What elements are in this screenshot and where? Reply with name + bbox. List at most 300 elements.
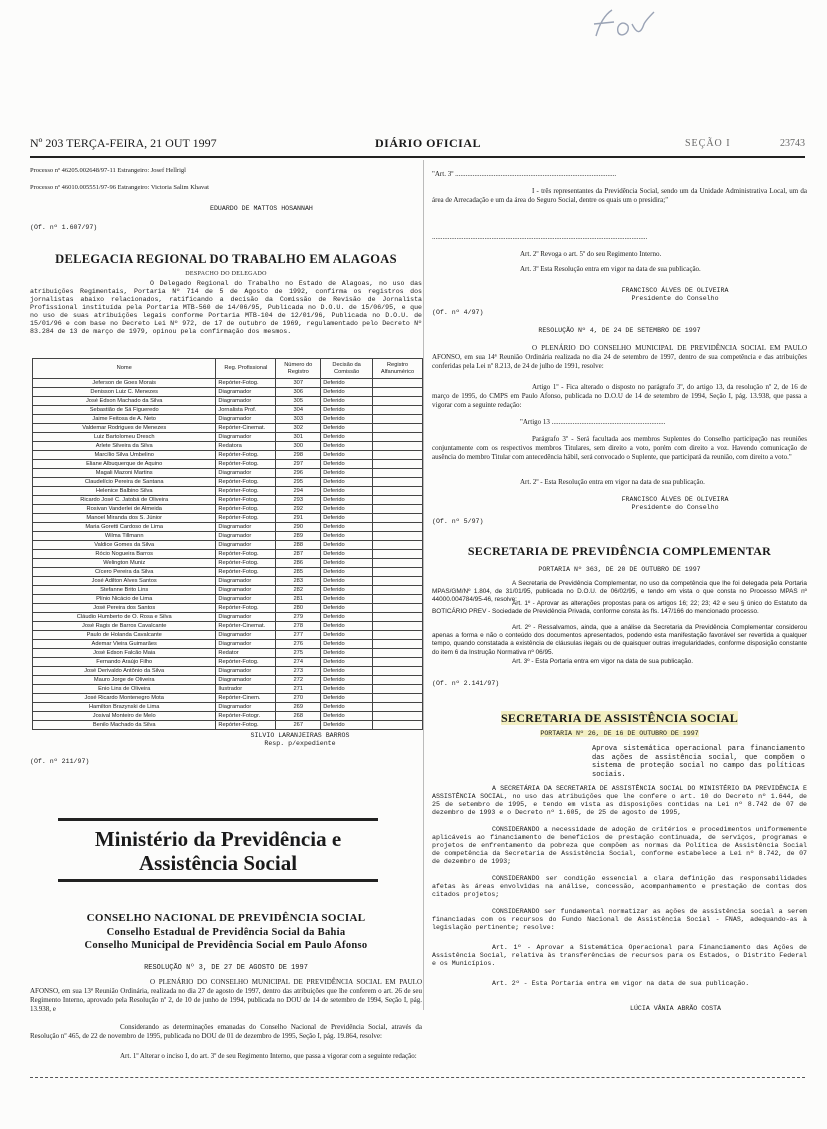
cell-reg: Diagramador [216, 586, 276, 595]
cell-alfanumerico [373, 451, 423, 460]
portaria-26-paragraph: CONSIDERANDO a necessidade de adoção de critérios e procedimentos uniformemente aplicáveis ao financiamento de benefícios de prestação continuada, de serviços, programas e projetos de enfrentamento da pobreza que compõem as normas da Política de Assistência Social de competência da Secretaria de Assistência Social, conforme estabelece a Lei nº 8.742, de 07 de dezembro de 1993; [432, 826, 807, 865]
cell-reg: Repórter-Fotog. [216, 568, 276, 577]
portaria-26-title [432, 730, 807, 738]
page-number: 23743 [780, 138, 805, 149]
col-header-reg: Reg. Profissional [216, 359, 276, 379]
cell-decisao: Deferido [321, 622, 373, 631]
journalist-table-body [33, 379, 423, 730]
cell-reg: Repórter-Cinemat. [216, 622, 276, 631]
cell-alfanumerico [373, 541, 423, 550]
cell-nome: José Edson Falcão Maia [33, 649, 216, 658]
cell-reg: Ilustrador [216, 685, 276, 694]
cell-nome: Luiz Bartolomeu Dresch [33, 433, 216, 442]
cell-reg: Diagramador [216, 541, 276, 550]
table-row [33, 523, 423, 532]
signature-role: Resp. p/expediente [264, 740, 336, 747]
cell-decisao: Deferido [321, 649, 373, 658]
process-line: Processo nº 46010.005551/97-96 Estrangeiro: Victoria Salim Khavat [30, 184, 209, 191]
cell-decisao: Deferido [321, 424, 373, 433]
cell-reg: Repórter-Fotog. [216, 604, 276, 613]
cell-decisao: Deferido [321, 658, 373, 667]
cell-reg: Diagramador [216, 640, 276, 649]
resolution-4-paragraph: Parágrafo 3º - Será facultada aos membros Suplentes do Conselho participação nas reuniões conjuntamente com os respectivos membros Titulares, sem direito a voto, porém com direito a voz. Havendo comunicação de ausência do membro Titular com antecedência hábil, será convocado o Suplente, que participará da reunião, com direito a voto." [432, 435, 807, 461]
cell-reg: Diagramador [216, 523, 276, 532]
table-row [33, 577, 423, 586]
cell-decisao: Deferido [321, 460, 373, 469]
cell-numero: 285 [276, 568, 321, 577]
section-label: SEÇÃO I [685, 138, 731, 149]
subsection-title-ba: Conselho Estadual de Previdência Social da Bahia [106, 927, 346, 938]
table-row [33, 649, 423, 658]
cell-numero: 270 [276, 694, 321, 703]
cell-nome: José Pereira dos Santos [33, 604, 216, 613]
cell-alfanumerico [373, 631, 423, 640]
cell-nome: José Ragis de Barros Cavalcante [33, 622, 216, 631]
cell-reg: Jornalista Prof. [216, 406, 276, 415]
cell-alfanumerico [373, 604, 423, 613]
cell-decisao: Deferido [321, 640, 373, 649]
subsection-title-paulo-afonso: Conselho Municipal de Previdência Social em Paulo Afonso [84, 940, 368, 951]
portaria-26-paragraph: A SECRETÁRIA DA SECRETARIA DE ASSISTÊNCIA SOCIAL DO MINISTÉRIO DA PREVIDÊNCIA E ASSISTÊNCIA SOCIAL, no uso das atribuições que lhe confere o art. 10 do Decreto nº 1.644, de 25 de setembro de 1995, e tendo em vista as disposições contidas na Lei nº 8.742 de 07 de dezembro de 1993 e o Decreto nº 1.605, de 25 de agosto de 1995, [432, 785, 807, 816]
cell-alfanumerico [373, 622, 423, 631]
cell-numero: 282 [276, 586, 321, 595]
page-cut-line [30, 1077, 805, 1078]
resolution-3-paragraph: Considerando as determinações emanadas do Conselho Nacional de Previdência Social, através da Resolução nº 465, de 22 de novembro de 1995, publicada no DOU de 01 de dezembro de 1995, Seção I, pág. 19.864, resolve: [30, 1023, 422, 1040]
cell-alfanumerico [373, 397, 423, 406]
cell-reg: Repórter-Cinemat. [216, 424, 276, 433]
cell-reg: Repórter-Fotog. [216, 658, 276, 667]
table-header-row [33, 359, 423, 379]
cell-alfanumerico [373, 559, 423, 568]
cell-decisao: Deferido [321, 685, 373, 694]
column-divider [423, 160, 424, 1010]
cell-decisao: Deferido [321, 514, 373, 523]
table-row [33, 433, 423, 442]
cell-reg: Diagramador [216, 703, 276, 712]
cell-reg: Repórter-Fotog. [216, 721, 276, 730]
cell-alfanumerico [373, 685, 423, 694]
signature-hosannah: EDUARDO DE MATTOS HOSANNAH [210, 205, 313, 212]
portaria-363-art3: Art. 3º - Esta Portaria entra em vigor na data de sua publicação. [512, 658, 694, 665]
resolution-4-title: RESOLUÇÃO Nº 4, DE 24 DE SETEMBRO DE 1997 [538, 327, 701, 334]
cell-numero: 280 [276, 604, 321, 613]
section-title-delegacia: DELEGACIA REGIONAL DO TRABALHO EM ALAGOAS [55, 252, 397, 266]
cell-alfanumerico [373, 613, 423, 622]
cell-nome: José Ricardo Montenegro Mota [33, 694, 216, 703]
handwritten-annotation [590, 2, 660, 50]
cell-nome: Ricardo José C. Jatobá de Oliveira [33, 496, 216, 505]
cell-nome: Rócio Nogueira Barros [33, 550, 216, 559]
signature-oliveira-2 [560, 496, 790, 512]
ministry-title-line: Ministério da Previdência e [94, 827, 342, 851]
table-row [33, 694, 423, 703]
cell-alfanumerico [373, 388, 423, 397]
cell-alfanumerico [373, 667, 423, 676]
portaria-26-title-text: PORTARIA Nº 26, DE 16 DE OUTUBRO DE 1997 [540, 730, 699, 737]
cell-reg: Repórter-Fotog. [216, 496, 276, 505]
table-row [33, 595, 423, 604]
ministry-title-line: Assistência Social [138, 851, 298, 875]
issue-date: Nº 203 TERÇA-FEIRA, 21 OUT 1997 [30, 136, 217, 150]
cell-decisao: Deferido [321, 379, 373, 388]
cell-decisao: Deferido [321, 496, 373, 505]
col-header-numero: Número do Registro [276, 359, 321, 379]
cell-nome: José Adilton Alves Santos [33, 577, 216, 586]
portaria-26-paragraph: Art. 1º - Aprovar a Sistemática Operacional para Financiamento das Ações de Assistência Social, relativa às transferências de recursos para os Estados, o Distrito Federal e os Municípios. [432, 944, 807, 967]
cell-decisao: Deferido [321, 703, 373, 712]
portaria-26-ementa: Aprova sistemática operacional para financiamento das ações de assistência social, que compõem o sistema de proteção social no campo das políticas sociais. [592, 745, 805, 779]
resolution-3-title: RESOLUÇÃO Nº 3, DE 27 DE AGOSTO DE 1997 [144, 964, 308, 972]
cell-numero: 294 [276, 487, 321, 496]
office-reference: (Of. nº 1.607/97) [30, 224, 98, 231]
cell-decisao: Deferido [321, 532, 373, 541]
cell-alfanumerico [373, 550, 423, 559]
cell-numero: 298 [276, 451, 321, 460]
cell-nome: Magali Mazoni Martins [33, 469, 216, 478]
portaria-26-art2: Art. 2º - Esta Portaria entra em vigor na data de sua publicação. [492, 980, 750, 987]
journalist-table-wrapper [32, 358, 423, 730]
ministry-banner [58, 818, 378, 882]
cell-numero: 307 [276, 379, 321, 388]
cell-nome: Jeferson de Goes Morais [33, 379, 216, 388]
cell-numero: 277 [276, 631, 321, 640]
cell-nome: Welington Muniz [33, 559, 216, 568]
cell-reg: Diagramador [216, 667, 276, 676]
cell-numero: 268 [276, 712, 321, 721]
table-row [33, 478, 423, 487]
signature-role: Presidente do Conselho [631, 504, 719, 511]
table-row [33, 469, 423, 478]
art3b-text: Art. 3º Esta Resolução entra em vigor na data de sua publicação. [520, 265, 701, 273]
cell-numero: 281 [276, 595, 321, 604]
journal-title: DIÁRIO OFICIAL [375, 136, 482, 150]
cell-alfanumerico [373, 469, 423, 478]
journalist-table [32, 358, 423, 730]
cell-alfanumerico [373, 433, 423, 442]
inciso-text: I - três representantes da Previdência Social, sendo um da Unidade Administrativa Local, um da área de Arrecadação e um da área do Seguro Social, dentre os quais um o presidira;" [432, 187, 807, 204]
cell-alfanumerico [373, 424, 423, 433]
cell-nome: Cícero Pereira da Silva [33, 568, 216, 577]
table-row [33, 541, 423, 550]
table-row [33, 559, 423, 568]
cell-alfanumerico [373, 649, 423, 658]
cell-decisao: Deferido [321, 397, 373, 406]
cell-reg: Repórter-Cinem. [216, 694, 276, 703]
cell-nome: Plínio Nicácio de Lima [33, 595, 216, 604]
signature-costa: LÚCIA VÂNIA ABRÃO COSTA [630, 1005, 722, 1012]
cell-nome: Claudelício Pereira de Santana [33, 478, 216, 487]
cell-numero: 272 [276, 676, 321, 685]
cell-decisao: Deferido [321, 478, 373, 487]
cell-alfanumerico [373, 586, 423, 595]
cell-nome: Maria Goretti Cardoso de Lima [33, 523, 216, 532]
art2-text: Art. 2º Revoga o art. 5º do seu Regimento Interno. [520, 250, 662, 258]
cell-alfanumerico [373, 379, 423, 388]
cell-reg: Repórter-Fotog. [216, 514, 276, 523]
table-row [33, 424, 423, 433]
cell-decisao: Deferido [321, 406, 373, 415]
table-row [33, 388, 423, 397]
table-row [33, 550, 423, 559]
cell-numero: 286 [276, 559, 321, 568]
cell-alfanumerico [373, 505, 423, 514]
table-row [33, 721, 423, 730]
process-line: Processo nº 46205.002648/97-11 Estrangeiro: Josef Hellrigl [30, 167, 186, 174]
cell-numero: 291 [276, 514, 321, 523]
table-row [33, 685, 423, 694]
table-row [33, 487, 423, 496]
cell-numero: 306 [276, 388, 321, 397]
cell-nome: Jaime Feitosa de A. Neto [33, 415, 216, 424]
cell-alfanumerico [373, 406, 423, 415]
cell-alfanumerico [373, 577, 423, 586]
table-row [33, 406, 423, 415]
signature-name: FRANCISCO ÁLVES DE OLIVEIRA [621, 496, 729, 503]
cell-reg: Repórter-Fotog. [216, 550, 276, 559]
table-row [33, 622, 423, 631]
cell-decisao: Deferido [321, 568, 373, 577]
cell-nome: Paulo de Holanda Cavalcante [33, 631, 216, 640]
office-reference: (Of. nº 5/97) [432, 518, 484, 525]
table-row [33, 676, 423, 685]
cell-numero: 293 [276, 496, 321, 505]
cell-reg: Diagramador [216, 388, 276, 397]
cell-numero: 290 [276, 523, 321, 532]
cell-alfanumerico [373, 568, 423, 577]
table-row [33, 514, 423, 523]
cell-nome: Hamilton Brazynski de Lima [33, 703, 216, 712]
cell-numero: 289 [276, 532, 321, 541]
cell-decisao: Deferido [321, 613, 373, 622]
cell-decisao: Deferido [321, 712, 373, 721]
table-row [33, 613, 423, 622]
cell-numero: 283 [276, 577, 321, 586]
cell-numero: 267 [276, 721, 321, 730]
resolution-4-paragraph: Artigo 1º - Fica alterado o disposto no parágrafo 3º, do artigo 13, da resolução nº 2, de 16 de março de 1995, do CMPS em Paulo Afonso, publicada no D.O.U de 14 de setembro de 1994, Seção I, pág. 13.938, que passa a vigorar com a seguinte redação: [432, 383, 807, 409]
table-row [33, 451, 423, 460]
cell-alfanumerico [373, 721, 423, 730]
table-row [33, 703, 423, 712]
table-row [33, 712, 423, 721]
cell-decisao: Deferido [321, 487, 373, 496]
cell-reg: Diagramador [216, 532, 276, 541]
artigo13-quote: "Artigo 13 ................................................................. [520, 418, 666, 426]
col-header-decisao: Decisão da Comissão [321, 359, 373, 379]
cell-alfanumerico [373, 415, 423, 424]
cell-nome: Wilma Tillmann [33, 532, 216, 541]
cell-reg: Repórter-Fotog. [216, 460, 276, 469]
cell-numero: 275 [276, 649, 321, 658]
cell-decisao: Deferido [321, 667, 373, 676]
table-row [33, 397, 423, 406]
col-header-alfanumerico: Registro Alfanumérico [373, 359, 423, 379]
cell-reg: Diagramador [216, 577, 276, 586]
signature-name: FRANCISCO ÁLVES DE OLIVEIRA [621, 287, 729, 294]
cell-numero: 288 [276, 541, 321, 550]
cell-nome: José Edson Machado da Silva [33, 397, 216, 406]
cell-numero: 269 [276, 703, 321, 712]
cell-alfanumerico [373, 595, 423, 604]
cell-nome: Ademar Vieira Guimarães [33, 640, 216, 649]
cell-nome: José Derivaldo Antônio da Silva [33, 667, 216, 676]
table-row [33, 415, 423, 424]
cell-nome: Enio Lins de Oliveira [33, 685, 216, 694]
table-row [33, 586, 423, 595]
cell-nome: Manoel Miranda dos S. Júnior [33, 514, 216, 523]
cell-alfanumerico [373, 658, 423, 667]
cell-nome: Sebastião de Sá Figueredo [33, 406, 216, 415]
cell-decisao: Deferido [321, 631, 373, 640]
table-row [33, 460, 423, 469]
signature-role: Presidente do Conselho [631, 295, 719, 302]
cell-numero: 305 [276, 397, 321, 406]
cell-numero: 295 [276, 478, 321, 487]
ellipsis-line: ........................................................................................................................... [432, 233, 648, 241]
cell-alfanumerico [373, 514, 423, 523]
cell-alfanumerico [373, 676, 423, 685]
cell-alfanumerico [373, 496, 423, 505]
cell-alfanumerico [373, 487, 423, 496]
cell-alfanumerico [373, 532, 423, 541]
portaria-363-paragraph: Art. 1º - Aprovar as alterações propostas para os artigos 16; 22; 23; 42 e seu § único do Estatuto da BOTICÁRIO PREV - Sociedade de Previdência Privada, conforme consta às fls. 147/166 do mencionado processo. [432, 600, 807, 616]
cell-numero: 301 [276, 433, 321, 442]
section-title-sas [432, 711, 807, 725]
cell-decisao: Deferido [321, 433, 373, 442]
cell-reg: Diagramador [216, 397, 276, 406]
cell-numero: 271 [276, 685, 321, 694]
cell-decisao: Deferido [321, 451, 373, 460]
cell-decisao: Deferido [321, 577, 373, 586]
sas-title-text: SECRETARIA DE ASSISTÊNCIA SOCIAL [500, 711, 739, 725]
portaria-363-paragraph: Art. 2º - Ressalvamos, ainda, que a análise da Secretaria da Previdência Complementar considerou apenas a forma e não o conteúdo dos documentos apresentados, podendo esta manifestação favorável ser revertida a qualquer tempo, quando constatada a existência de cláusulas ilegais ou de quaisquer outras irregularidades, conforme disposição constante do item 6 da Instrução Normativa nº 06/95. [432, 624, 807, 656]
table-row [33, 658, 423, 667]
cell-nome: Eliane Albuquerque de Aquino [33, 460, 216, 469]
cell-numero: 296 [276, 469, 321, 478]
cell-reg: Redator [216, 649, 276, 658]
cell-alfanumerico [373, 442, 423, 451]
cell-alfanumerico [373, 478, 423, 487]
cell-decisao: Deferido [321, 523, 373, 532]
signature-barros [200, 732, 400, 748]
cell-nome: Helenice Balbino Silva [33, 487, 216, 496]
cell-reg: Repórter-Fotogr. [216, 712, 276, 721]
cell-numero: 302 [276, 424, 321, 433]
cell-reg: Repórter-Fotog. [216, 487, 276, 496]
cell-reg: Repórter-Fotog. [216, 451, 276, 460]
cell-numero: 274 [276, 658, 321, 667]
cell-numero: 292 [276, 505, 321, 514]
cell-reg: Diagramador [216, 469, 276, 478]
cell-alfanumerico [373, 523, 423, 532]
cell-nome: Valdice Gomes da Silva [33, 541, 216, 550]
cell-reg: Redatora [216, 442, 276, 451]
cell-reg: Diagramador [216, 433, 276, 442]
table-row [33, 379, 423, 388]
table-row [33, 442, 423, 451]
signature-name: SILVIO LARANJEIRAS BARROS [250, 732, 350, 739]
resolution-3-paragraph: O PLENÁRIO DO CONSELHO MUNICIPAL DE PREVIDÊNCIA SOCIAL EM PAULO AFONSO, em sua 13ª Reunião Ordinária, realizada no dia 27 de agosto de 1997, dentro das atribuições que lhe conferem o art. 26 de seu Regimento Interno, aprovado pela Resolução nº 2, de 10 de junho de 1994, publicada no DOU de 14 de setembro de 1994, Seção I, pág. 13.938, e [30, 978, 422, 1013]
cell-decisao: Deferido [321, 559, 373, 568]
cell-decisao: Deferido [321, 541, 373, 550]
cell-decisao: Deferido [321, 415, 373, 424]
cell-numero: 273 [276, 667, 321, 676]
resolution-4-paragraph: O PLENÁRIO DO CONSELHO MUNICIPAL DE PREVIDÊNCIA SOCIAL EM PAULO AFONSO, em sua 14ª Reunião Ordinária realizada no dia 24 de setembro de 1997, dentro de sua competência e das atribuições conferidas pela Lei nº 8.213, de 24 de julho de 1991, resolve: [432, 344, 807, 370]
cell-reg: Repórter-Fotog. [216, 379, 276, 388]
cell-numero: 303 [276, 415, 321, 424]
cell-decisao: Deferido [321, 676, 373, 685]
cell-nome: Marcílio Silva Umbelino [33, 451, 216, 460]
cell-alfanumerico [373, 703, 423, 712]
resolution-3-paragraph: Art. 1º Alterar o inciso I, do art. 3º de seu Regimento Interno, que passa a vigorar com a seguinte redação: [120, 1052, 417, 1060]
cell-reg: Diagramador [216, 676, 276, 685]
cell-decisao: Deferido [321, 586, 373, 595]
cell-reg: Diagramador [216, 415, 276, 424]
cell-numero: 297 [276, 460, 321, 469]
section-title-cnps: CONSELHO NACIONAL DE PREVIDÊNCIA SOCIAL [86, 912, 366, 924]
table-row [33, 667, 423, 676]
art3-quote: "Art. 3º ............................................................................................ [432, 170, 617, 178]
table-row [33, 532, 423, 541]
cell-nome: Stefanne Brito Lins [33, 586, 216, 595]
cell-decisao: Deferido [321, 388, 373, 397]
cell-nome: Josival Monteiro de Melo [33, 712, 216, 721]
cell-decisao: Deferido [321, 694, 373, 703]
portaria-26-paragraph: CONSIDERANDO ser condição essencial a clara definição das responsabilidades afetas às áreas envolvidas na análise, concessão, acompanhamento e prestação de contas dos citados projetos; [432, 875, 807, 898]
cell-reg: Repórter-Fotog. [216, 505, 276, 514]
cell-nome: Benilo Machado da Silva [33, 721, 216, 730]
section-title-spc: SECRETARIA DE PREVIDÊNCIA COMPLEMENTAR [467, 544, 772, 558]
portaria-26-paragraph: CONSIDERANDO ser fundamental normatizar as ações de assistência social a serem financiadas com os recursos do Fundo Nacional de Assistência Social - FNAS, adequando-as à legislação pertinente; resolve: [432, 908, 807, 931]
cell-decisao: Deferido [321, 721, 373, 730]
cell-nome: Fernando Araújo Filho [33, 658, 216, 667]
cell-alfanumerico [373, 694, 423, 703]
cell-alfanumerico [373, 712, 423, 721]
cell-nome: Arlete Silveira da Silva [33, 442, 216, 451]
cell-alfanumerico [373, 640, 423, 649]
cell-reg: Diagramador [216, 595, 276, 604]
cell-decisao: Deferido [321, 550, 373, 559]
cell-alfanumerico [373, 460, 423, 469]
cell-numero: 276 [276, 640, 321, 649]
cell-decisao: Deferido [321, 505, 373, 514]
cell-decisao: Deferido [321, 604, 373, 613]
cell-decisao: Deferido [321, 595, 373, 604]
col-header-nome: Nome [33, 359, 216, 379]
table-row [33, 631, 423, 640]
table-row [33, 604, 423, 613]
cell-numero: 287 [276, 550, 321, 559]
despacho-text: O Delegado Regional do Trabalho no Estado de Alagoas, no uso das atribuições Regimentais, Portaria Nº 714 de 5 de Agosto de 1992, confirma os registros dos jornalistas abaixo relacionados, ratificando a decisão da Comissão de Revisão de Jornalista Profissional instituída pela Portaria MTB-560 de 14/06/95, Publicada no D.O.U. de 15/06/95, e que no uso de suas atribuições legais conforme Portaria MTB-104 de 12/01/96, Publicada no D.O.U. de 15/01/96 e com base no Decreto Lei Nº 972, de 17 de outubro de 1969, regulamentado pelo Decreto Nº 83.284 de 13 de março de 1979, opinou pela confirmação dos mesmos. [30, 280, 422, 335]
cell-reg: Diagramador [216, 631, 276, 640]
table-row [33, 505, 423, 514]
cell-decisao: Deferido [321, 442, 373, 451]
cell-decisao: Deferido [321, 469, 373, 478]
cell-reg: Diagramador [216, 613, 276, 622]
table-row [33, 640, 423, 649]
despacho-heading: DESPACHO DO DELEGADO [185, 271, 267, 277]
cell-numero: 304 [276, 406, 321, 415]
cell-reg: Repórter-Fotog. [216, 478, 276, 487]
cell-nome: Valdemar Rodrigues de Menezes [33, 424, 216, 433]
cell-nome: Cláudio Humberto de O. Rosa e Silva [33, 613, 216, 622]
office-reference: (Of. nº 4/97) [432, 309, 484, 316]
office-reference: (Of. nº 211/97) [30, 758, 90, 765]
portaria-363-paragraph: A Secretaria de Previdência Complementar, no uso da competência que lhe foi delegada pela Portaria MPAS/GM/Nº 1.804, de 31/01/95, publicada no D.O.U. de 06/02/95, e tendo em vista o que consta no Processo MPAS nº 44000.004784/95-46, resolve: [432, 580, 807, 604]
table-row [33, 496, 423, 505]
page-header [30, 136, 805, 156]
cell-nome: Mauro Jorge de Oliveira [33, 676, 216, 685]
header-rule [30, 156, 805, 158]
